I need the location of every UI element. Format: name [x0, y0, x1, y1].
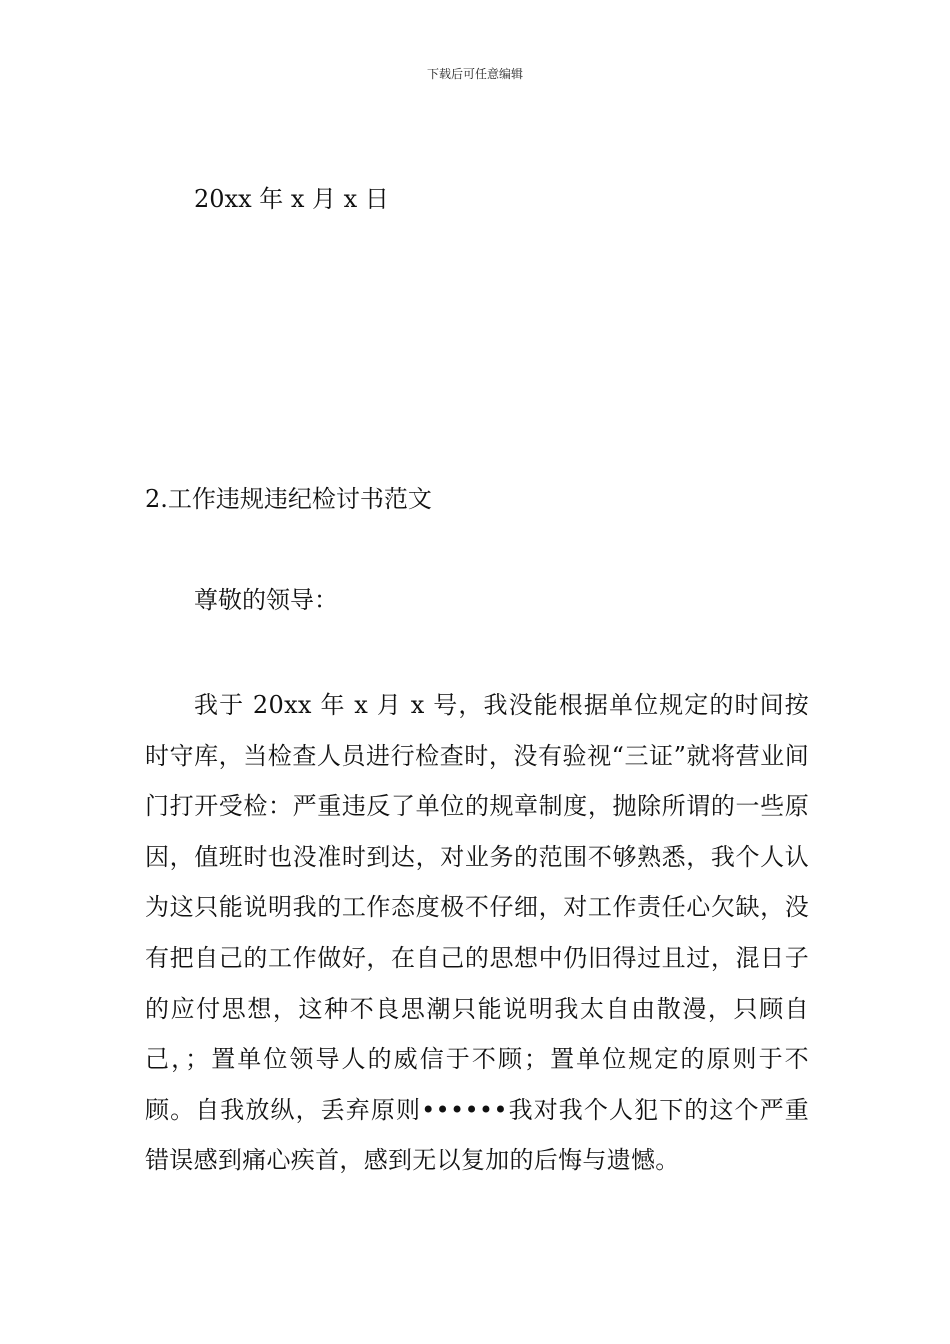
salutation: 尊敬的领导：	[194, 586, 338, 614]
header-note: 下载后可任意编辑	[426, 67, 523, 81]
date-line: 20xx 年 x 月 x 日	[194, 185, 389, 213]
body-paragraph: 我于 20xx 年 x 月 x 号，我没能根据单位规定的时间按时守库，当检查人员进行检查时，没有验视“三证”就将营业间门打开受检：严重违反了单位的规章制度，抛除所谓的一些原因，值班时也没准时到达，对业务的范围不够熟悉，我个人认为这只能说明我的工作态度极不仔细，对工作责任心欠缺，没有把自己的工作做好，在自己的思想中仍旧得过且过，混日子的应付思想，这种不良思潮只能说明我太自由散漫，只顾自己，；置单位领导人的威信于不顾；置单位规定的原则于不顾。自我放纵，丢弃原则••••••我对我个人犯下的这个严重错误感到痛心疾首，感到无以复加的后悔与遗憾。	[145, 691, 809, 1175]
section-title: 2.工作违规违纪检讨书范文	[145, 485, 432, 513]
